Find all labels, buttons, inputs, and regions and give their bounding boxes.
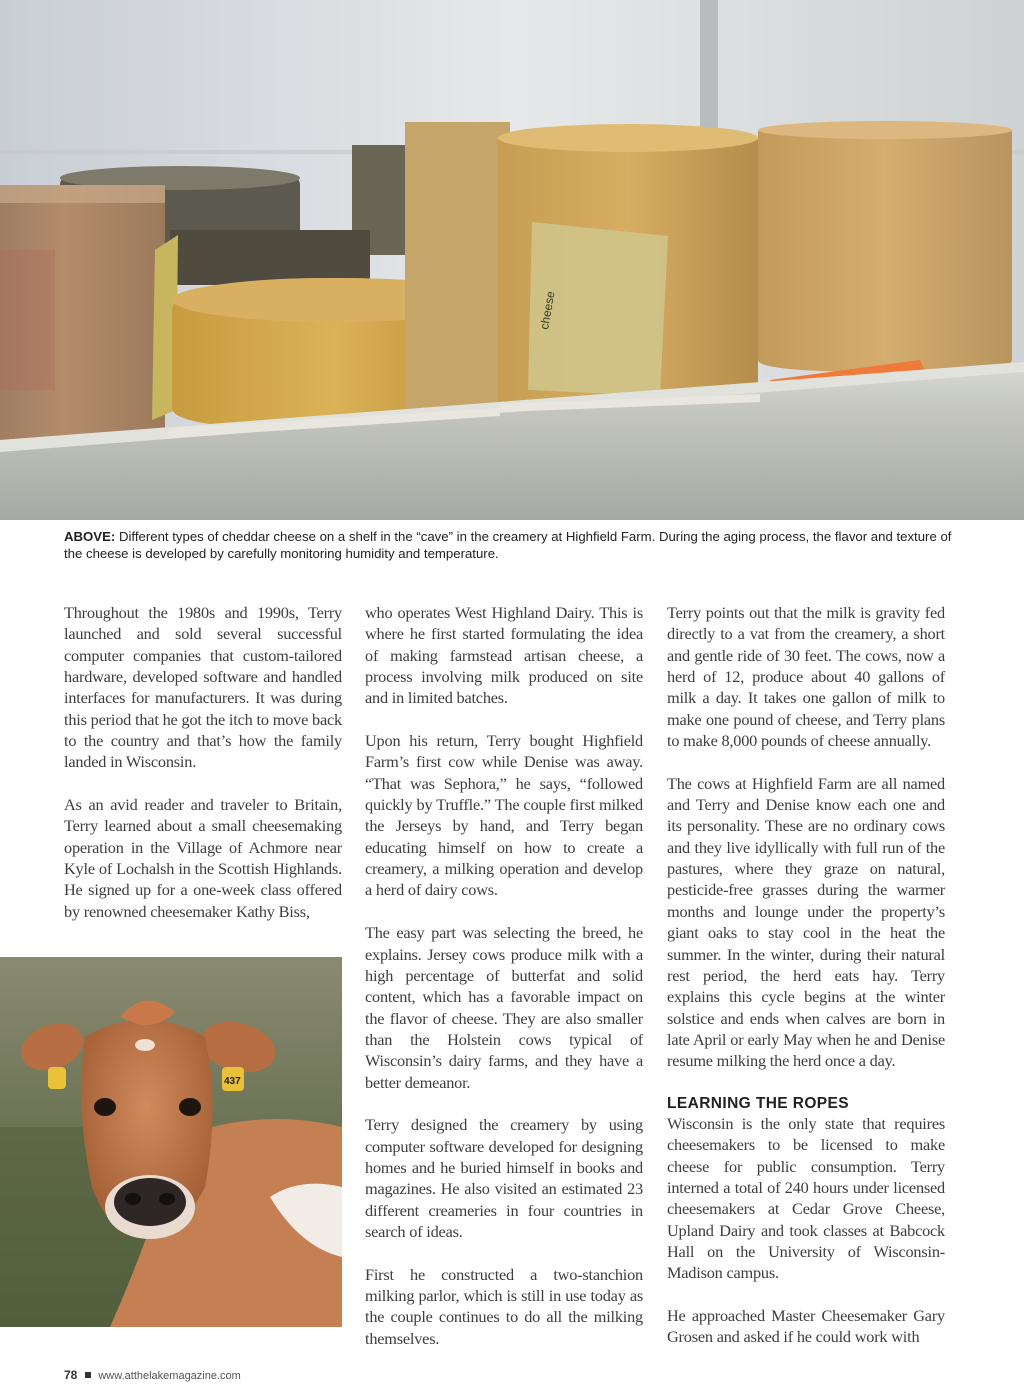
jersey-cow-photo xyxy=(0,957,342,1327)
paragraph: Terry points out that the milk is gravity fed directly to a vat from the creamery, a short and gentle ride of 30 feet. The cows, now a herd of 12, produce about 40 gallons of milk a day. It takes one gallon of milk to make one pound of cheese, and Terry plans to make 8,000 pounds of cheese annually. xyxy=(667,603,945,751)
paragraph: The easy part was selecting the breed, he explains. Jersey cows produce milk with a high percentage of butterfat and solid content, which has a favorable impact on the flavor of cheese. They are also smaller than the Holstein cows typical of Wisconsin’s dairy farms, and they have a better demeanor. xyxy=(365,923,643,1092)
page-footer xyxy=(64,1368,241,1382)
section-subhead: LEARNING THE ROPES xyxy=(667,1094,850,1112)
paragraph: Wisconsin is the only state that requires cheesemakers to be licensed to make cheese for public consumption. Terry interned a total of 240 hours under licensed cheesemakers at Cedar Grove Cheese, Upland Dairy and took classes at Babcock Hall on the University of Wisconsin-Madison campus. xyxy=(667,1113,945,1283)
ear-tag-number: 437 xyxy=(224,1076,241,1087)
caption-label: ABOVE: xyxy=(64,529,116,544)
text-column-2 xyxy=(365,602,643,1370)
page-number: 78 xyxy=(64,1368,78,1382)
paragraph: The cows at Highfield Farm are all named and Terry and Denise know each one and its personality. These are no ordinary cows and they live idyllically with full run of the pastures, where they graze on natural, pesticide-free grasses during the warmer months and lounge under the property’s giant oaks to stay cool in the heat the summer. In the winter, during their natural rest period, the herd eats hay. Terry explains this cycle begins at the winter solstice and ends when calves are born in late April or early May when he and Denise resume milking the herd once a day. xyxy=(667,773,945,1071)
cheese-shelf-photo xyxy=(0,0,1024,520)
paragraph: who operates West Highland Dairy. This is where he first started formulating the idea of making farmstead artisan cheese, a process involving milk produced on site and in limited batches. xyxy=(365,603,643,708)
footer-url[interactable]: www.atthelakemagazine.com xyxy=(98,1370,241,1382)
text-column-3 xyxy=(667,602,945,1369)
paragraph: He approached Master Cheesemaker Gary Grosen and asked if he could work with xyxy=(667,1306,945,1347)
photo-caption xyxy=(64,528,964,562)
paragraph: Throughout the 1980s and 1990s, Terry launched and sold several successful computer companies that custom-tailored hardware, developed software and handled interfaces for manufacturers. It was during this period that he got the itch to move back to the country and that’s how the family landed in Wisconsin. xyxy=(64,603,342,772)
text-column-1 xyxy=(64,602,342,944)
paragraph: First he constructed a two-stanchion milking parlor, which is still in use today as the couple continues to do all the milking themselves. xyxy=(365,1264,643,1348)
svg-text:cheese: cheese xyxy=(537,289,558,331)
caption-text: Different types of cheddar cheese on a shelf in the “cave” in the creamery at Highfield Farm. During the aging process, the flavor and texture of the cheese is developed by carefully monitoring humidity and temperature. xyxy=(64,529,952,561)
paragraph: Upon his return, Terry bought Highfield Farm’s first cow while Denise was away. “That was Sephora,” he says, “followed quickly by Truffle.” The couple first milked the Jerseys by hand, and Terry began educating himself on how to create a creamery, a milking operation and develop a herd of dairy cows. xyxy=(365,731,643,900)
paragraph: Terry designed the creamery by using computer software developed for designing homes and he buried himself in books and magazines. He also visited an estimated 23 different creameries in four countries in search of ideas. xyxy=(365,1115,643,1241)
square-bullet-icon xyxy=(85,1372,91,1378)
paragraph: As an avid reader and traveler to Britain, Terry learned about a small cheesemaking operation in the Village of Achmore near Kyle of Lochalsh in the Scottish Highlands. He signed up for a one-week class offered by renowned cheesemaker Kathy Biss, xyxy=(64,795,342,921)
